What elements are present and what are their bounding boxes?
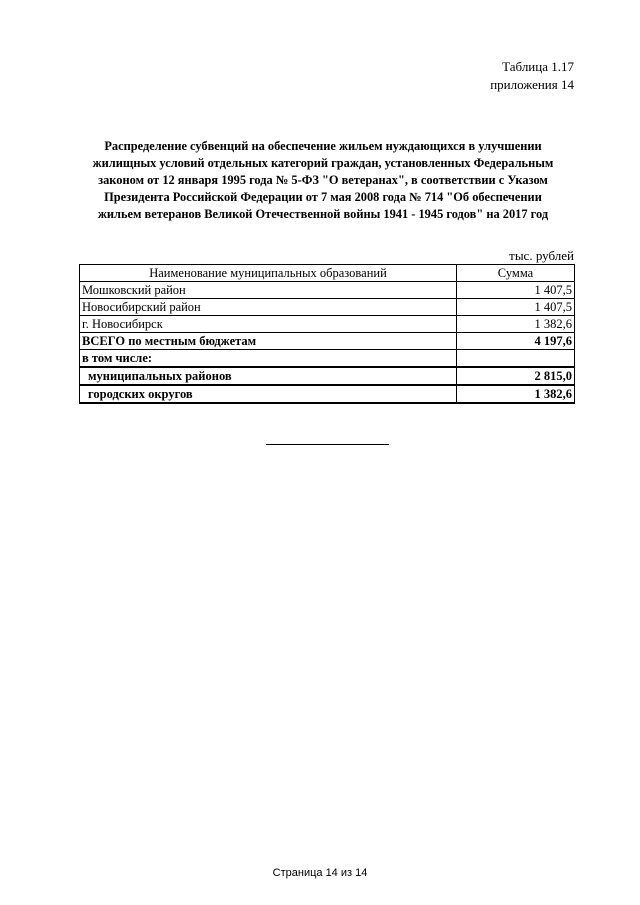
row-amount: 1 382,6 — [457, 316, 575, 333]
table-row — [80, 385, 575, 403]
separator-rule — [266, 444, 389, 445]
units-label: тыс. рублей — [509, 248, 574, 263]
column-header-amount: Сумма — [457, 265, 575, 282]
row-name: Новосибирский район — [80, 299, 457, 316]
row-name: ВСЕГО по местным бюджетам — [80, 333, 457, 350]
row-name: г. Новосибирск — [80, 316, 457, 333]
row-amount: 4 197,6 — [457, 333, 575, 350]
column-header-name: Наименование муниципальных образований — [80, 265, 457, 282]
table-row — [80, 282, 575, 299]
table-row — [80, 316, 575, 333]
row-amount: 1 407,5 — [457, 299, 575, 316]
table-header-row — [80, 265, 575, 282]
subheading-row — [80, 350, 575, 368]
subvention-table — [79, 264, 575, 404]
row-name: в том числе: — [80, 350, 457, 368]
row-name: муниципальных районов — [80, 367, 457, 385]
title-line: Президента Российской Федерации от 7 мая 2008 года № 714 "Об обеспечении — [104, 190, 542, 204]
row-amount: 2 815,0 — [457, 367, 575, 385]
table-number: Таблица 1.17 — [502, 59, 574, 74]
row-amount: 1 382,6 — [457, 385, 575, 403]
appendix-reference: приложения 14 — [490, 77, 574, 92]
document-title — [72, 138, 574, 223]
page-footer: Страница 14 из 14 — [272, 867, 368, 879]
total-row — [80, 333, 575, 350]
table-reference — [490, 58, 574, 94]
row-amount: 1 407,5 — [457, 282, 575, 299]
row-amount — [457, 350, 575, 368]
row-name: городских округов — [80, 385, 457, 403]
title-line: жилищных условий отдельных категорий граждан, установленных Федеральным — [92, 156, 554, 170]
title-line: законом от 12 января 1995 года № 5-ФЗ "О ветеранах", в соответствии с Указом — [98, 173, 548, 187]
table-row — [80, 299, 575, 316]
title-line: жильем ветеранов Великой Отечественной войны 1941 - 1945 годов" на 2017 год — [97, 207, 549, 221]
row-name: Мошковский район — [80, 282, 457, 299]
title-line: Распределение субвенций на обеспечение жильем нуждающихся в улучшении — [104, 139, 542, 153]
table-row — [80, 367, 575, 385]
